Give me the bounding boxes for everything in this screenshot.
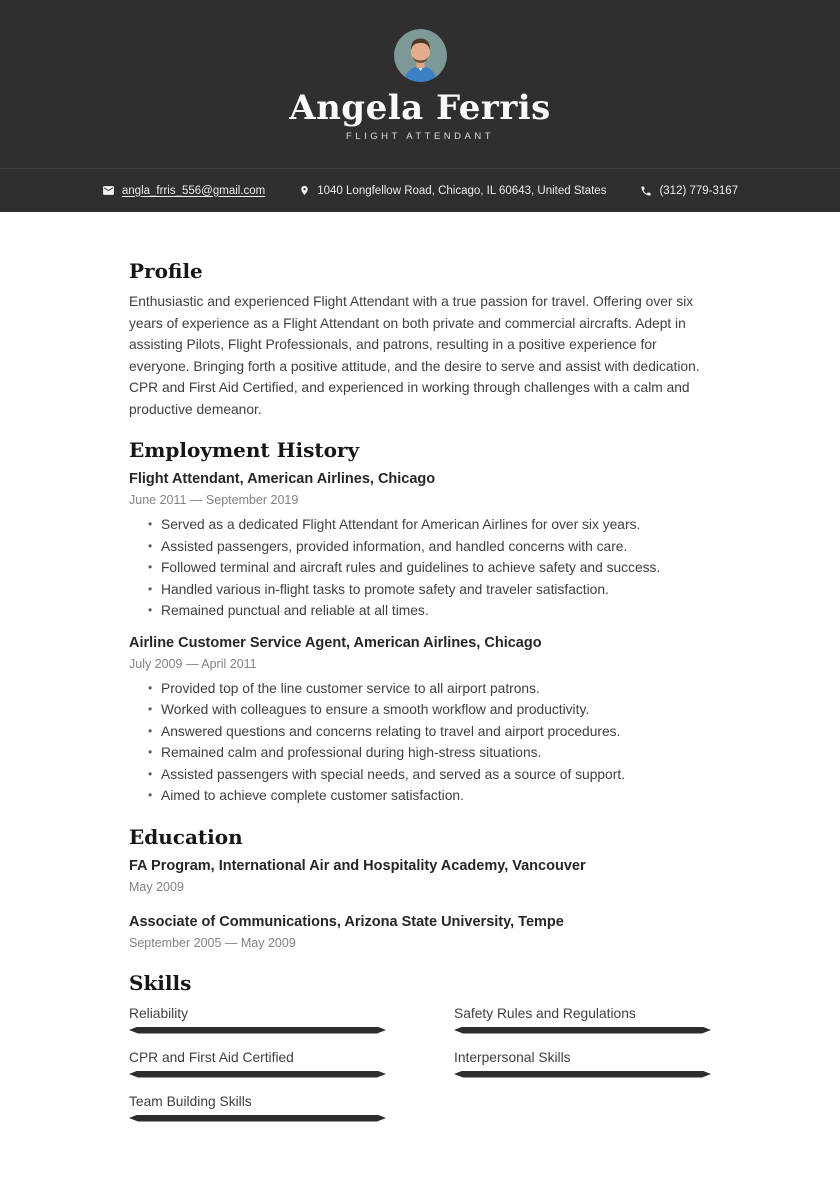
education-title: FA Program, International Air and Hospitality Academy, Vancouver [129,857,586,874]
job-bullet-list [129,678,711,807]
section-education [129,825,711,951]
job-bullet-list [129,514,711,622]
section-employment [129,438,711,807]
skill-item [129,1093,386,1122]
profile-text: Enthusiastic and experienced Flight Attendant with a true passion for travel. Offering over six years of experience as a Flight Attendant on both private and commercial aircrafts. Adept in assisting Pilots, Flight Professionals, and patrons, resulting in a positive experience for everyone. Bringing forth a positive attitude, and the desire to serve and assist with dedication. CPR and First Aid Certified, and experienced in working through challenges with a calm and productive demeanor. [129,294,700,417]
job-dates: June 2011 — September 2019 [129,493,299,507]
skill-bar [129,1027,386,1034]
profile-heading: Profile [129,259,203,283]
page-body [0,212,840,1197]
bullet-item: • Aimed to achieve complete customer satisfaction. [129,785,711,807]
address-text: 1040 Longfellow Road, Chicago, IL 60643, United States [317,184,607,197]
education-title: Associate of Communications, Arizona State University, Tempe [129,913,564,930]
employment-heading: Employment History [129,438,360,462]
job-title: Flight Attendant, American Airlines, Chicago [129,471,436,487]
skill-bar-fill [454,1071,711,1078]
job-dates: July 2009 — April 2011 [129,656,257,671]
education-heading: Education [129,824,243,849]
skill-label: Safety Rules and Regulations [454,1005,636,1021]
job-entry [129,634,711,807]
bullet-item: • Assisted passengers with special needs, and served as a source of support. [129,764,711,786]
phone-text: (312) 779-3167 [659,184,739,197]
bullet-item: • Answered questions and concerns relating to travel and airport procedures. [129,721,711,743]
bullet-item: • Remained calm and professional during high-stress situations. [129,742,711,764]
avatar [394,29,447,82]
job-title: Airline Customer Service Agent, American Airlines, Chicago [129,634,542,651]
map-pin-icon [299,184,310,197]
contact-address [299,184,606,197]
envelope-icon [102,184,115,197]
bullet-item: • Served as a dedicated Flight Attendant for American Airlines for over six years. [129,514,711,536]
skill-bar-fill [454,1027,711,1034]
skill-label: Reliability [129,1005,189,1021]
skill-bar-fill [129,1115,386,1122]
email-link[interactable]: angla_frris_556@gmail.com [121,184,266,197]
phone-icon [640,185,652,197]
contact-phone [640,185,738,197]
education-dates: May 2009 [129,879,184,894]
skill-bar-fill [129,1071,386,1078]
skill-item [454,1049,711,1078]
bullet-item: • Followed terminal and aircraft rules and guidelines to achieve safety and success. [129,557,711,579]
skill-label: CPR and First Aid Certified [129,1049,294,1065]
education-entry [129,857,711,895]
skills-heading: Skills [129,970,192,995]
skill-bar [454,1027,711,1034]
resume-header [0,0,840,168]
bullet-item: • Remained punctual and reliable at all times. [129,600,711,622]
skill-bar [454,1071,711,1078]
bullet-item: • Provided top of the line customer service to all airport patrons. [129,678,711,700]
bullet-item: • Handled various in-flight tasks to promote safety and traveler satisfaction. [129,579,711,601]
skill-label: Interpersonal Skills [454,1049,571,1065]
job-entry [129,470,711,622]
section-skills [129,971,711,1137]
skill-item [129,1049,386,1078]
skill-item [454,1005,711,1034]
education-entry [129,913,711,951]
person-name: Angela Ferris [289,88,551,128]
contact-bar [0,168,840,212]
skill-bar [129,1071,386,1078]
bullet-item: • Worked with colleagues to ensure a smooth workflow and productivity. [129,699,711,721]
education-dates: September 2005 — May 2009 [129,935,296,950]
person-role: FLIGHT ATTENDANT [345,131,495,142]
skill-bar-fill [129,1027,386,1034]
contact-email [102,184,265,197]
section-profile [129,259,711,420]
skill-label: Team Building Skills [129,1093,252,1109]
skill-bar [129,1115,386,1122]
skills-grid [129,1005,711,1137]
skill-item [129,1005,386,1034]
bullet-item: • Assisted passengers, provided information, and handled concerns with care. [129,536,711,558]
